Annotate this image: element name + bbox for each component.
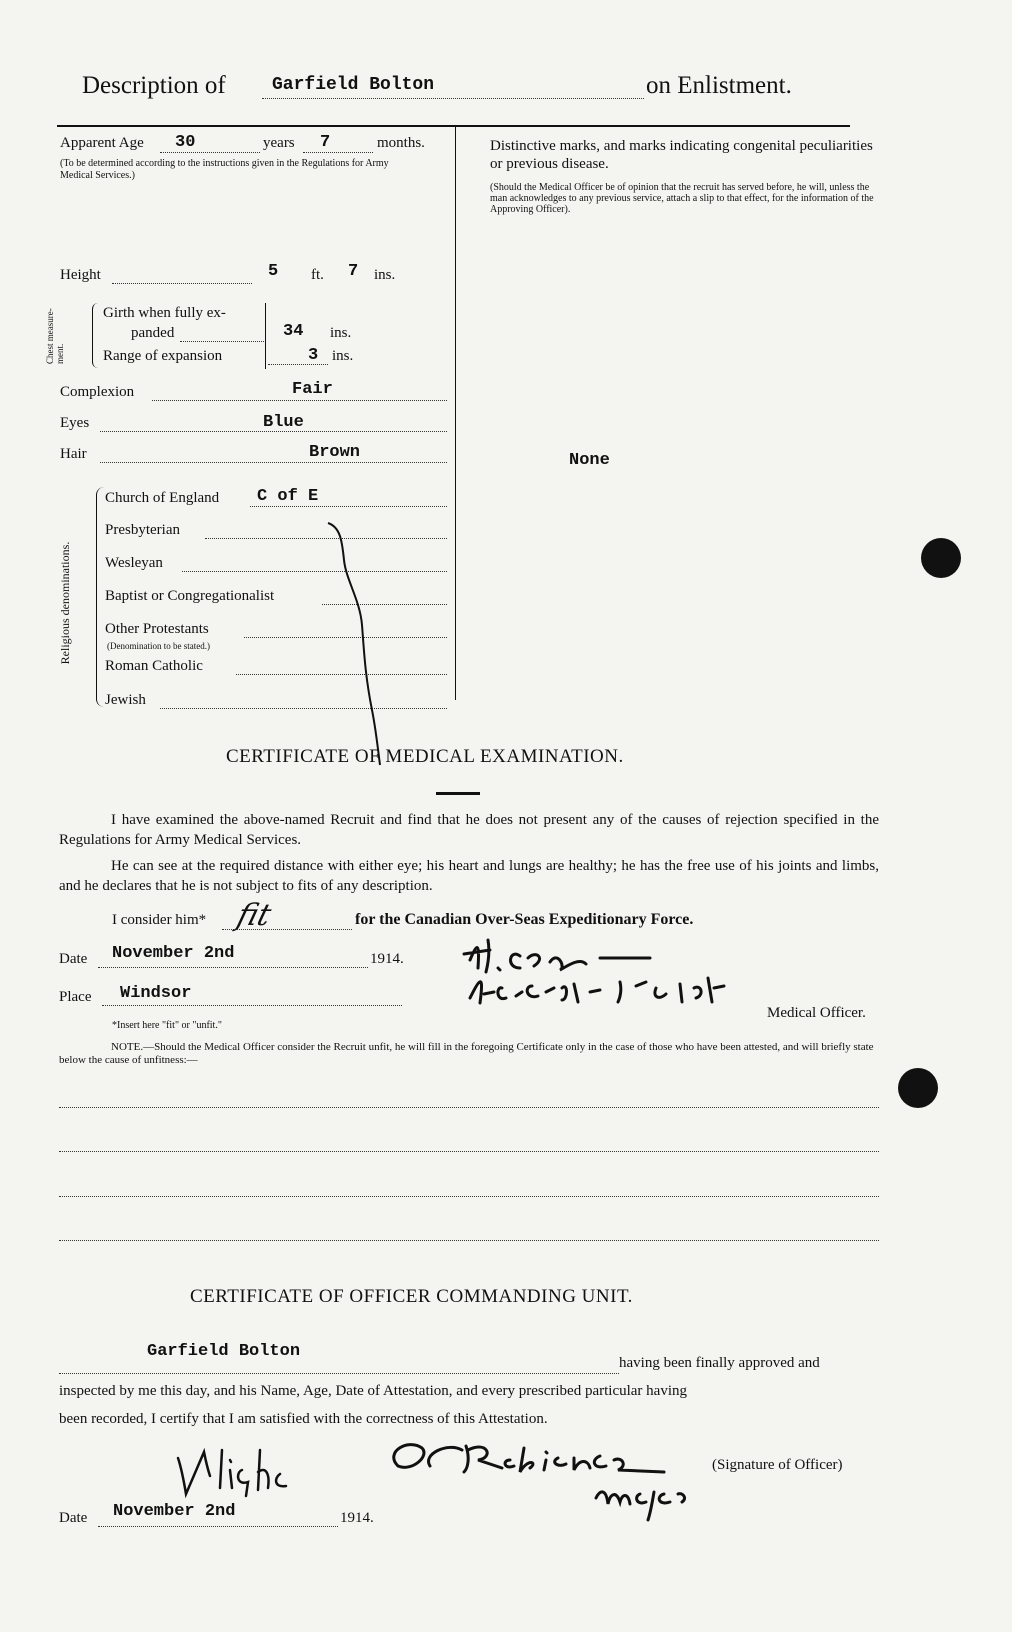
religion-brace bbox=[96, 487, 105, 707]
initials-mark bbox=[170, 1440, 310, 1500]
commanding-signature bbox=[378, 1432, 718, 1522]
chest-side-label: Chest measure-ment. bbox=[45, 308, 65, 364]
place-label: Place bbox=[59, 989, 92, 1005]
hair-label: Hair bbox=[60, 446, 87, 462]
range-ins: ins. bbox=[332, 348, 354, 364]
commanding-title: CERTIFICATE OF OFFICER COMMANDING UNIT. bbox=[190, 1286, 633, 1307]
marks-note: (Should the Medical Officer be of opinion that the recruit has served before, he will, unless the man acknowledges to any previous service, attach a slip to that effect, for the information of the Approving Officer). bbox=[490, 182, 874, 215]
medical-officer-label: Medical Officer. bbox=[767, 1005, 866, 1021]
center-divider bbox=[455, 127, 456, 700]
unfitness-line bbox=[59, 1151, 879, 1152]
signature-of-officer-label: (Signature of Officer) bbox=[712, 1457, 843, 1473]
consider-value: fit bbox=[233, 898, 275, 933]
unfitness-line bbox=[59, 1240, 879, 1241]
commanding-date-value: November 2nd bbox=[113, 1502, 236, 1521]
commanding-year: 1914. bbox=[340, 1510, 374, 1526]
complexion-value: Fair bbox=[292, 380, 333, 399]
unfitness-line bbox=[59, 1107, 879, 1108]
header-name: Garfield Bolton bbox=[272, 75, 435, 95]
medical-year: 1914. bbox=[370, 951, 404, 967]
range-value: 3 bbox=[308, 346, 319, 365]
punch-hole bbox=[921, 538, 961, 578]
commanding-name: Garfield Bolton bbox=[147, 1342, 301, 1361]
consider-label: I consider him* bbox=[112, 912, 207, 928]
marks-value: None bbox=[569, 451, 610, 470]
medical-title: CERTIFICATE OF MEDICAL EXAMINATION. bbox=[226, 746, 624, 767]
girth-label-2: panded bbox=[131, 325, 175, 341]
religion-baptist: Baptist or Congregationalist bbox=[105, 588, 275, 604]
religion-roman-catholic: Roman Catholic bbox=[105, 658, 203, 674]
eyes-label: Eyes bbox=[60, 415, 90, 431]
header-prefix: Description of bbox=[82, 72, 226, 99]
eyes-value: Blue bbox=[263, 413, 304, 432]
religion-presbyterian: Presbyterian bbox=[105, 522, 180, 538]
header-suffix: on Enlistment. bbox=[646, 72, 792, 99]
force-label: for the Canadian Over-Seas Expeditionary Force. bbox=[355, 911, 694, 928]
chest-brace bbox=[92, 303, 101, 368]
medical-date-value: November 2nd bbox=[112, 944, 235, 963]
age-label: Apparent Age bbox=[60, 135, 144, 151]
place-value: Windsor bbox=[120, 984, 192, 1003]
medical-para-1: I have examined the above-named Recruit and find that he does not present any of the causes of rejection specified in the Regulations for Army Medical Services. bbox=[59, 812, 879, 848]
religion-side-label: Religious denominations. bbox=[58, 541, 72, 665]
religion-church-of-england: Church of England bbox=[105, 490, 220, 506]
height-in: 7 bbox=[348, 262, 359, 281]
unfitness-line bbox=[59, 1196, 879, 1197]
medical-date-label: Date bbox=[59, 951, 88, 967]
commanding-date-label: Date bbox=[59, 1510, 88, 1526]
medical-officer-signature bbox=[450, 928, 890, 1008]
approved-label: having been finally approved and bbox=[619, 1355, 820, 1371]
religion-jewish: Jewish bbox=[105, 692, 146, 708]
commanding-line-2: inspected by me this day, and his Name, Age, Date of Attestation, and every prescribed particular having bbox=[59, 1383, 688, 1399]
header-name-line bbox=[262, 98, 644, 99]
girth-label-1: Girth when fully ex- bbox=[103, 305, 226, 321]
religion-other-protestants: Other Protestants bbox=[105, 621, 209, 637]
age-months: 7 bbox=[320, 133, 331, 152]
ins-label: ins. bbox=[374, 267, 396, 283]
top-rule bbox=[57, 125, 850, 127]
months-label: months. bbox=[377, 135, 425, 151]
age-years: 30 bbox=[175, 133, 196, 152]
complexion-label: Complexion bbox=[60, 384, 135, 400]
height-ft: 5 bbox=[268, 262, 279, 281]
punch-hole bbox=[898, 1068, 938, 1108]
religion-note: (Denomination to be stated.) bbox=[107, 641, 210, 651]
marks-title: Distinctive marks, and marks indicating congenital peculiarities or previous disease. bbox=[490, 138, 873, 172]
medical-para-2: He can see at the required distance with either eye; his heart and lungs are healthy; he has the free use of his joints and limbs, and he declares that he is not subject to fits of any description. bbox=[59, 858, 879, 894]
girth-ins: ins. bbox=[330, 325, 352, 341]
age-note: (To be determined according to the instructions given in the Regulations for Army Medical Services.) bbox=[60, 158, 389, 181]
commanding-line-3: been recorded, I certify that I am satisfied with the correctness of this Attestation. bbox=[59, 1411, 548, 1427]
insert-note: *Insert here "fit" or "unfit." bbox=[112, 1020, 222, 1031]
range-label: Range of expansion bbox=[103, 348, 223, 364]
hair-value: Brown bbox=[309, 443, 361, 462]
medical-title-rule bbox=[436, 792, 480, 795]
unfit-note: NOTE.—Should the Medical Officer consider the Recruit unfit, he will fill in the foregoing Certificate only in the case of those who have been attested, and will briefly state below the cause of unfitness:— bbox=[59, 1041, 874, 1066]
religion-wesleyan: Wesleyan bbox=[105, 555, 163, 571]
ft-label: ft. bbox=[311, 267, 324, 283]
height-label: Height bbox=[60, 267, 101, 283]
religion-pen-stroke bbox=[320, 515, 420, 775]
years-label: years bbox=[263, 135, 295, 151]
girth-value: 34 bbox=[283, 322, 304, 341]
religion-value: C of E bbox=[257, 487, 319, 506]
